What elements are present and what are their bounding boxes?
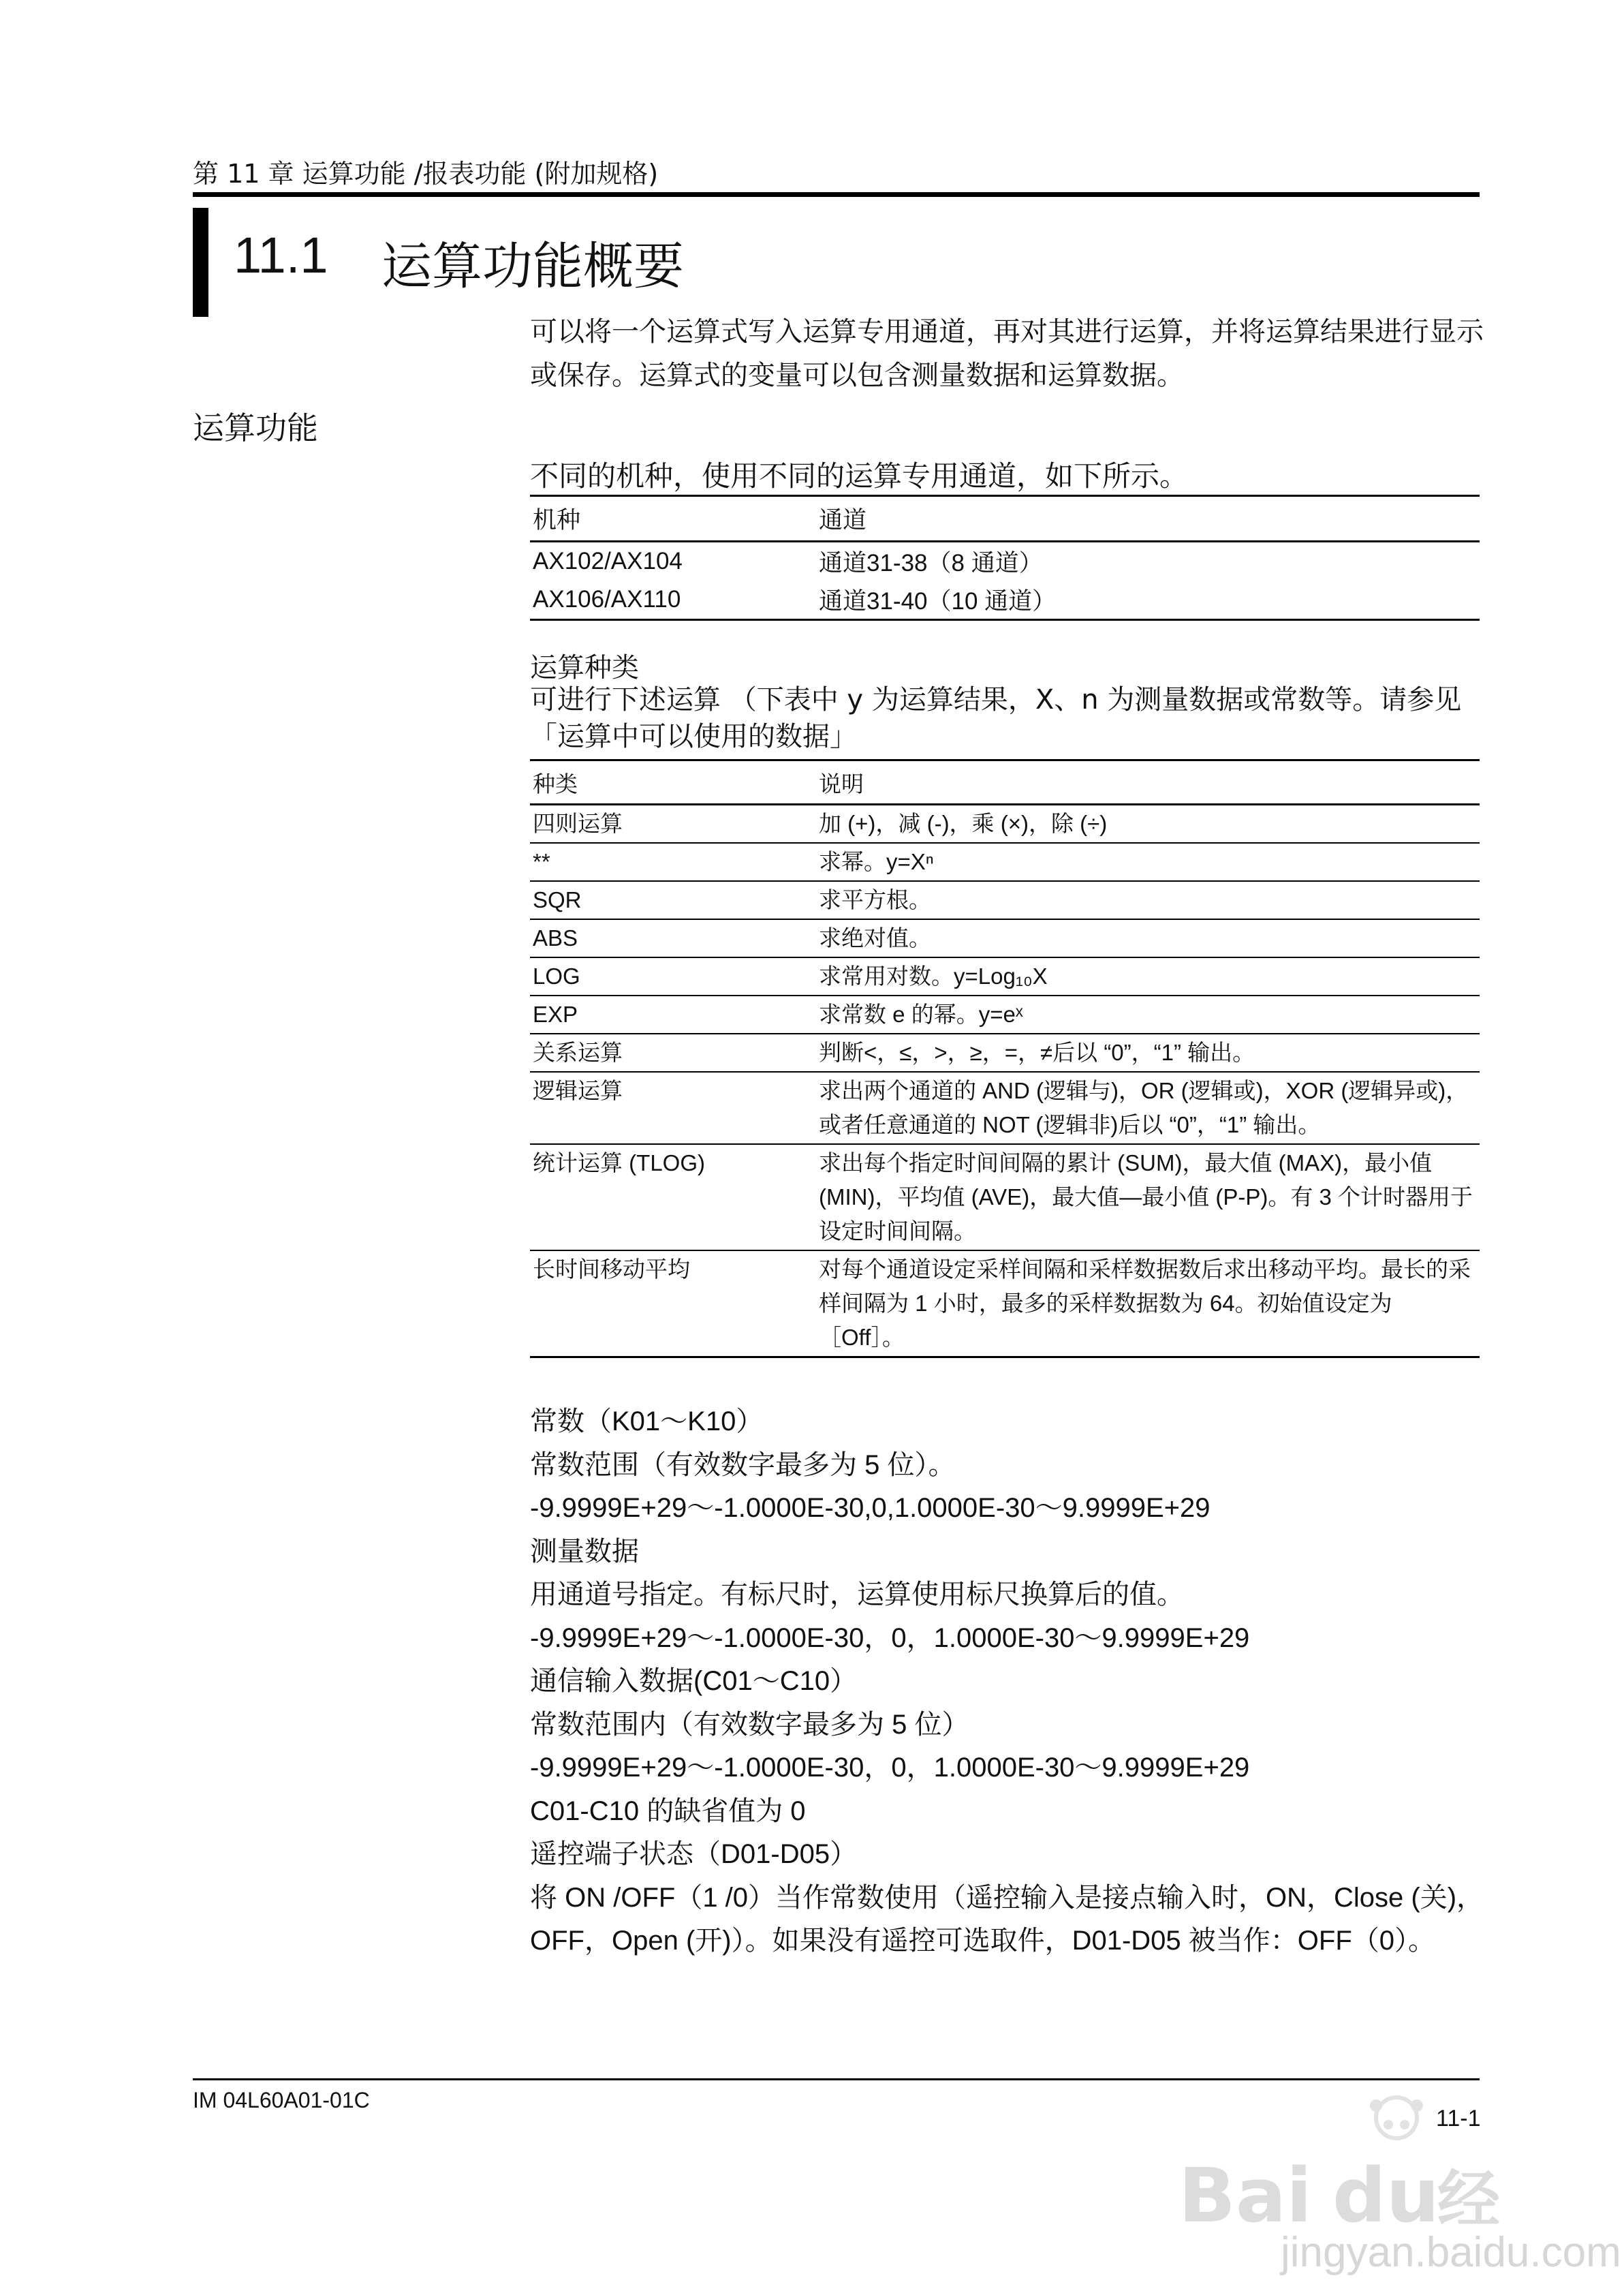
- note-line: 用通道号指定。有标尺时，运算使用标尺换算后的值。: [530, 1580, 1184, 1609]
- svg-text:Bai: Bai: [1178, 2152, 1312, 2239]
- intro-paragraph: 可以将一个运算式写入运算专用通道，再对其进行运算，并将运算结果进行显示或保存。运算式的变量可以包含测量数据和运算数据。: [530, 316, 1484, 391]
- table-cell: 求常数 e 的幂。y=eˣ: [816, 996, 1480, 1034]
- table-row: [530, 1250, 1480, 1357]
- devices-lead-text: 不同的机种，使用不同的运算专用通道，如下所示。: [530, 459, 1189, 493]
- page-number: 11-1: [1436, 2106, 1481, 2131]
- table-row: [530, 881, 1480, 919]
- column-header: 种类: [530, 760, 816, 805]
- column-header: 机种: [530, 496, 816, 542]
- table-row: [530, 919, 1480, 957]
- note-line: 常数范围内（有效数字最多为 5 位）: [530, 1709, 969, 1740]
- table-row: [530, 581, 1480, 620]
- footer-rule: [193, 2078, 1480, 2080]
- column-header: 说明: [816, 760, 1480, 805]
- note-line: OFF，Open (开)）。如果没有遥控可选取件，D01-D05 被当作：OFF（0）。: [530, 1926, 1436, 1956]
- table-cell: 四则运算: [530, 805, 816, 844]
- table-cell: ABS: [530, 919, 816, 957]
- table-header-row: [530, 496, 1480, 542]
- note-line: 通信输入数据(C01～C10）: [530, 1666, 858, 1696]
- table-row: [530, 957, 1480, 996]
- note-line: -9.9999E+29～-1.0000E-30，0，1.0000E-30～9.9999E+29: [530, 1622, 1250, 1653]
- table-row: [530, 805, 1480, 844]
- table-row: [530, 1034, 1480, 1072]
- section-marker-bar: [193, 208, 208, 317]
- table-cell: AX106/AX110: [533, 586, 681, 613]
- note-line: 常数（K01～K10）: [530, 1406, 764, 1436]
- table-cell: 求出两个通道的 AND (逻辑与)，OR (逻辑或)，XOR (逻辑异或)，或者任意通道的 NOT (逻辑非)后以 “0”，“1” 输出。: [816, 1072, 1480, 1144]
- column-header: 通道: [816, 496, 1480, 542]
- table-cell: 逻辑运算: [530, 1072, 816, 1144]
- table-cell: 通道31-40（10 通道）: [819, 588, 1057, 615]
- table-header-row: [530, 760, 1480, 805]
- note-line: 常数范围（有效数字最多为 5 位）。: [530, 1449, 956, 1480]
- ops-description: 可进行下述运算 （下表中 y 为运算结果，X、n 为测量数据或常数等。请参见「运算中可以使用的数据」: [530, 684, 1462, 752]
- table-cell: AX102/AX104: [533, 548, 683, 574]
- table-cell: 对每个通道设定采样间隔和采样数据数后求出移动平均。最长的采样间隔为 1 小时，最多的采样数据数为 64。初始值设定为［Off］。: [819, 1257, 1471, 1350]
- table-cell: 长时间移动平均: [533, 1257, 690, 1282]
- note-line: 将 ON /OFF（1 /0）当作常数使用（遥控输入是接点输入时，ON，Close (关)，: [530, 1882, 1484, 1913]
- table-cell: 加 (+)，减 (-)，乘 (×)，除 (÷): [816, 805, 1480, 844]
- table-cell: 统计运算 (TLOG): [530, 1144, 816, 1250]
- operations-table: [530, 759, 1480, 1358]
- table-cell: 求平方根。: [816, 881, 1480, 919]
- document-code: IM 04L60A01-01C: [193, 2088, 370, 2112]
- table-row: [530, 1072, 1480, 1144]
- table-row: [530, 542, 1480, 581]
- table-cell: 判断<，≤，>，≥，=，≠后以 “0”，“1” 输出。: [816, 1034, 1480, 1072]
- chapter-header: 第 11 章 运算功能 /报表功能 (附加规格): [193, 159, 659, 189]
- table-cell: 求出每个指定时间间隔的累计 (SUM)，最大值 (MAX)，最小值 (MIN)，平均值 (AVE)，最大值—最小值 (P-P)。有 3 个计时器用于设定时间间隔。: [816, 1144, 1480, 1250]
- svg-text:经: 经: [1437, 2163, 1501, 2236]
- table-row: [530, 996, 1480, 1034]
- table-row: [530, 843, 1480, 881]
- table-cell: 求绝对值。: [816, 919, 1480, 957]
- devices-table: [530, 495, 1480, 621]
- section-number: 11.1: [234, 227, 328, 283]
- note-line: -9.9999E+29～-1.0000E-30,0,1.0000E-30～9.9999E+29: [530, 1493, 1211, 1523]
- note-line: 遥控端子状态（D01-D05）: [530, 1839, 858, 1869]
- notes-block: [530, 1400, 1497, 1963]
- watermark-url: jingyan.baidu.com: [1281, 2229, 1621, 2276]
- header-rule: [193, 192, 1480, 197]
- table-row: [530, 1144, 1480, 1250]
- table-cell: 求常用对数。y=Log₁₀X: [816, 957, 1480, 996]
- side-heading: 运算功能: [193, 410, 318, 446]
- svg-text:du: du: [1332, 2152, 1440, 2239]
- table-cell: LOG: [530, 957, 816, 996]
- table-cell: SQR: [530, 881, 816, 919]
- table-cell: EXP: [530, 996, 816, 1034]
- table-cell: **: [530, 843, 816, 881]
- note-line: -9.9999E+29～-1.0000E-30，0，1.0000E-30～9.9999E+29: [530, 1753, 1250, 1783]
- table-cell: 关系运算: [530, 1034, 816, 1072]
- table-cell: 通道31-38（8 通道）: [819, 550, 1043, 576]
- note-line: C01-C10 的缺省值为 0: [530, 1796, 806, 1826]
- ops-title: 运算种类: [530, 652, 639, 683]
- table-cell: 求幂。y=Xⁿ: [816, 843, 1480, 881]
- note-line: 测量数据: [530, 1536, 639, 1567]
- section-title: 运算功能概要: [381, 237, 684, 296]
